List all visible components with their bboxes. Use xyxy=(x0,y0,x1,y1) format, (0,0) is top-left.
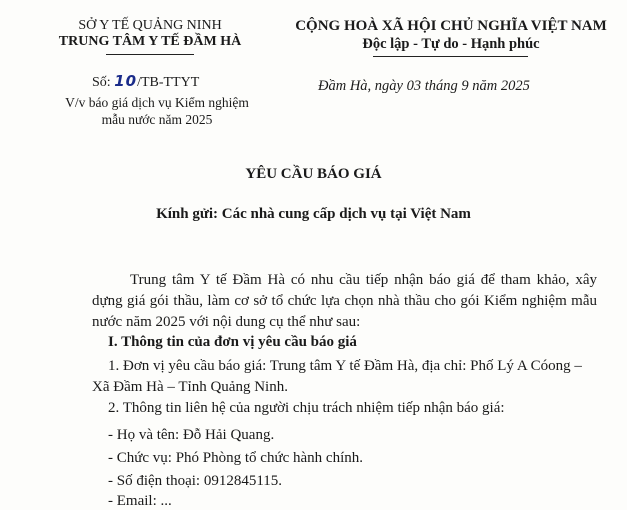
doc-number xyxy=(92,72,199,91)
org-name: TRUNG TÂM Y TẾ ĐẦM HÀ xyxy=(58,34,242,49)
doc-number-suffix: /TB-TTYT xyxy=(137,75,200,90)
contact-name: - Họ và tên: Đỗ Hải Quang. xyxy=(108,427,275,443)
item-2: 2. Thông tin liên hệ của người chịu trách nhiệm tiếp nhận báo giá: xyxy=(108,400,505,416)
motto-underline xyxy=(373,56,528,57)
doc-date: Đầm Hà, ngày 03 tháng 9 năm 2025 xyxy=(318,78,530,94)
greeting: Kính gửi: Các nhà cung cấp dịch vụ tại Việt Nam xyxy=(156,206,471,222)
doc-subject: V/v báo giá dịch vụ Kiểm nghiệm mẫu nước năm 2025 xyxy=(65,95,249,127)
contact-phone: - Số điện thoại: 0912845115. xyxy=(108,473,283,489)
cut-off-line: - Email: ... xyxy=(108,493,172,509)
org-parent: SỞ Y TẾ QUẢNG NINH xyxy=(78,18,222,33)
intro-paragraph: Trung tâm Y tế Đầm Hà có nhu cầu tiếp nhận báo giá để tham khảo, xây dựng giá gói thầu, làm cơ sở tổ chức lựa chọn nhà thầu cho gói Kiểm nghiệm mẫu nước năm 2025 với nội dung cụ thể như sau: xyxy=(92,272,597,330)
section-1-heading: I. Thông tin của đơn vị yêu cầu báo giá xyxy=(108,334,357,350)
contact-role: - Chức vụ: Phó Phòng tổ chức hành chính. xyxy=(108,450,363,466)
doc-number-prefix: Số: xyxy=(92,75,111,90)
org-underline xyxy=(106,54,194,55)
nation-title: CỘNG HOÀ XÃ HỘI CHỦ NGHĨA VIỆT NAM xyxy=(295,18,607,34)
motto: Độc lập - Tự do - Hạnh phúc xyxy=(362,36,540,52)
doc-title: YÊU CẦU BÁO GIÁ xyxy=(245,166,382,182)
doc-number-handwritten: 10 xyxy=(114,72,138,90)
item-1: 1. Đơn vị yêu cầu báo giá: Trung tâm Y tế Đầm Hà, địa chỉ: Phố Lý A Cóong – Xã Đầm Hà – Tỉnh Quảng Ninh. xyxy=(92,358,582,395)
